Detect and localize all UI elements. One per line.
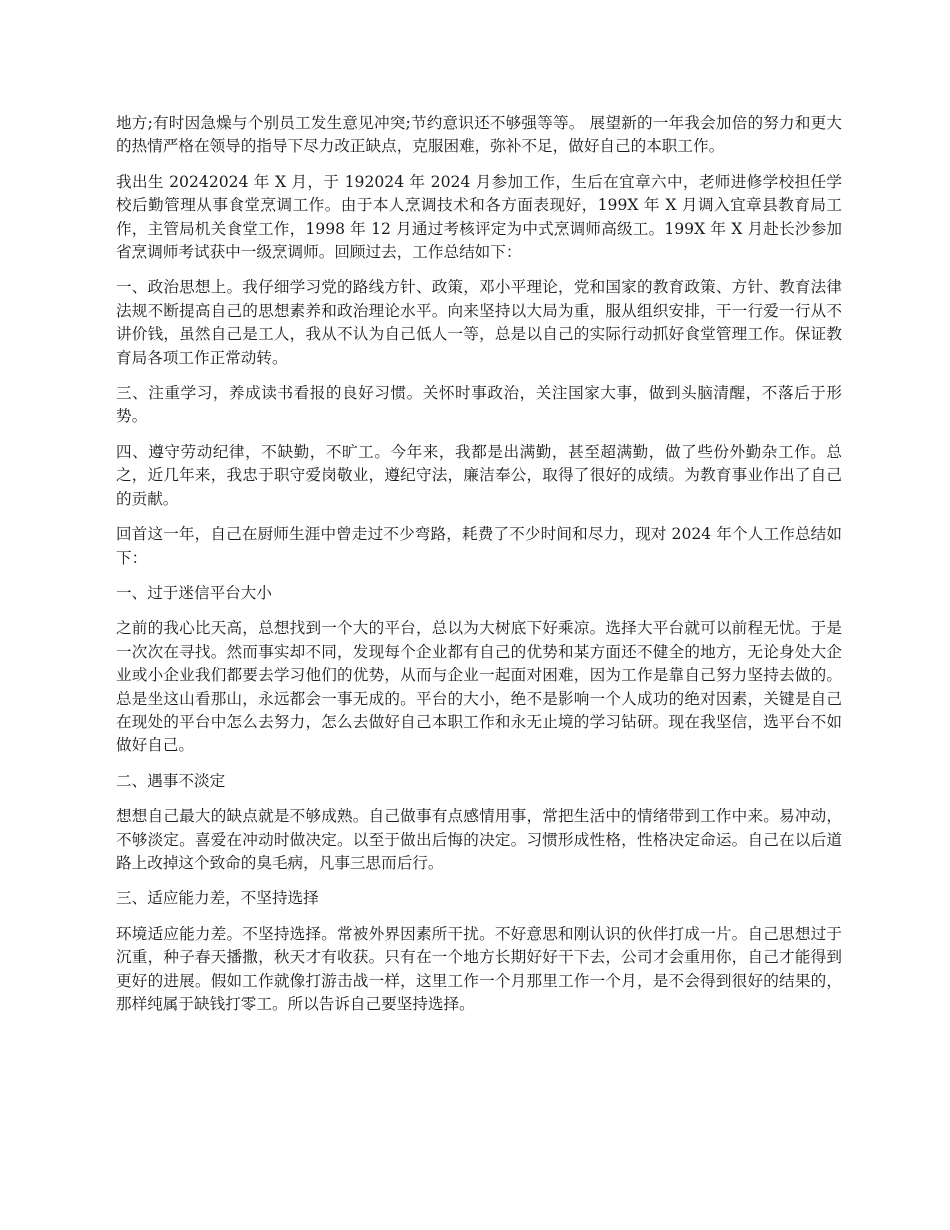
- paragraph: 地方;有时因急燥与个别员工发生意见冲突;节约意识还不够强等等。 展望新的一年我会加倍的努力和更大的热情严格在领导的指导下尽力改正缺点，克服困难，弥补不足，做好自己的本职工作。: [116, 114, 842, 156]
- paragraph: 想想自己最大的缺点就是不够成熟。自己做事有点感情用事，常把生活中的情绪带到工作中来。易冲动，不够淡定。喜爱在冲动时做决定。以至于做出后悔的决定。习惯形成性格，性格决定命运。自己在以后道路上改掉这个致命的臭毛病，凡事三思而后行。: [116, 807, 842, 872]
- section-heading: 三、适应能力差，不坚持选择: [116, 889, 319, 908]
- document-page: [116, 112, 842, 1028]
- section-heading: 一、过于迷信平台大小: [116, 583, 272, 602]
- paragraph: 我出生 20242024 年 X 月，于 192024 年 2024 月参加工作，生后在宜章六中，老师进修学校担任学校后勤管理从事食堂烹调工作。由于本人烹调技术和各方面表现好，199X 年 X 月调入宜章县教育局工作，主管局机关食堂工作，1998 年 12 月通过考核评定为中式烹调师高级工。199X 年 X 月赴长沙参加省烹调师考试获中一级烹调师。回顾过去，工作总结如下：: [116, 172, 842, 262]
- section-heading: 二、遇事不淡定: [116, 771, 226, 790]
- paragraph: 回首这一年，自己在厨师生涯中曾走过不少弯路，耗费了不少时间和尽力，现对 2024 年个人工作总结如下：: [116, 525, 842, 567]
- paragraph: 之前的我心比天高，总想找到一个大的平台，总以为大树底下好乘凉。选择大平台就可以前程无忧。于是一次次在寻找。然而事实却不同，发现每个企业都有自己的优势和某方面还不健全的地方，无论身处大企业或小企业我们都要去学习他们的优势，从而与企业一起面对困难，因为工作是靠自己努力坚持去做的。总是坐这山看那山，永远都会一事无成的。平台的大小，绝不是影响一个人成功的绝对因素，关键是自己在现处的平台中怎么去努力，怎么去做好自己本职工作和永无止境的学习钻研。现在我坚信，选平台不如做好自己。: [116, 619, 842, 755]
- paragraph: 四、遵守劳动纪律，不缺勤，不旷工。今年来，我都是出满勤，甚至超满勤，做了些份外勤杂工作。总之，近几年来，我忠于职守爱岗敬业，遵纪守法，廉洁奉公，取得了很好的成绩。为教育事业作出了自己的贡献。: [116, 442, 842, 508]
- paragraph: 环境适应能力差。不坚持选择。常被外界因素所干扰。不好意思和刚认识的伙伴打成一片。自己思想过于沉重，种子春天播撒，秋天才有收获。只有在一个地方长期好好干下去，公司才会重用你，自己才能得到更好的进展。假如工作就像打游击战一样，这里工作一个月那里工作一个月，是不会得到很好的结果的，那样纯属于缺钱打零工。所以告诉自己要坚持选择。: [116, 924, 842, 1013]
- paragraph: 三、注重学习，养成读书看报的良好习惯。关怀时事政治，关注国家大事，做到头脑清醒，不落后于形势。: [116, 384, 842, 426]
- paragraph: 一、政治思想上。我仔细学习党的路线方针、政策，邓小平理论，党和国家的教育政策、方针、教育法律法规不断提高自己的思想素养和政治理论水平。向来坚持以大局为重，服从组织安排，干一行爱一行从不讲价钱，虽然自己是工人，我从不认为自己低人一等，总是以自己的实际行动抓好食堂管理工作。保证教育局各项工作正常动转。: [116, 278, 842, 367]
